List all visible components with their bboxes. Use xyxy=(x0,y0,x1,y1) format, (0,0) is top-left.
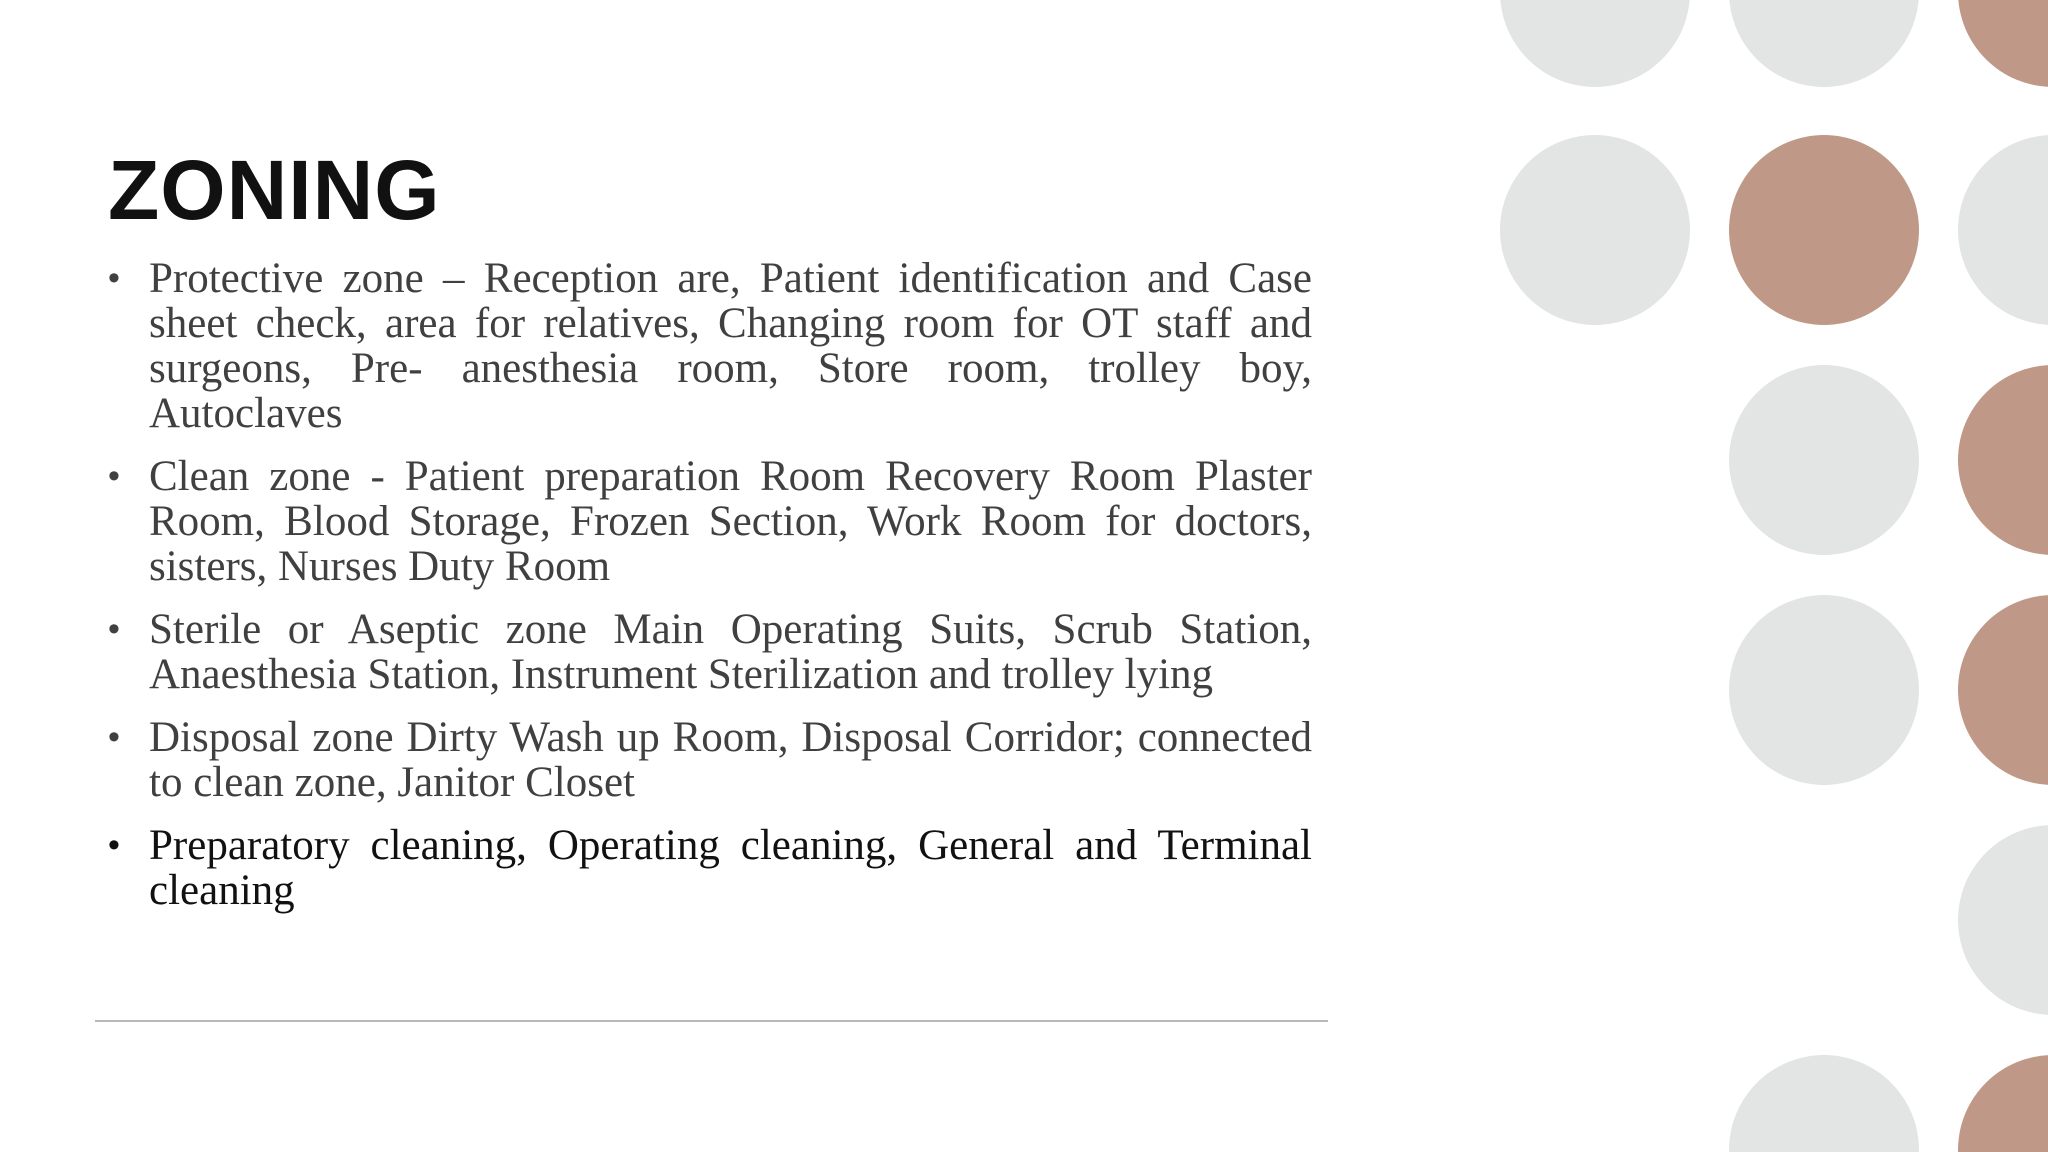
gray-circle-decoration xyxy=(1729,1055,1919,1152)
bullet-text: Clean zone - Patient preparation Room Recovery Room Plaster Room, Blood Storage, Frozen Section, Work Room for doctors, sisters, Nurses Duty Room xyxy=(149,453,1312,590)
bullet-icon: • xyxy=(108,826,120,864)
rose-circle-decoration xyxy=(1729,135,1919,325)
bullet-icon: • xyxy=(108,718,120,756)
rose-circle-decoration xyxy=(1958,0,2048,87)
gray-circle-decoration xyxy=(1729,0,1919,87)
bullet-text: Disposal zone Dirty Wash up Room, Disposal Corridor; connected to clean zone, Janitor Closet xyxy=(149,714,1312,806)
gray-circle-decoration xyxy=(1958,825,2048,1015)
rose-circle-decoration xyxy=(1958,365,2048,555)
gray-circle-decoration xyxy=(1500,135,1690,325)
bullet-text: Preparatory cleaning, Operating cleaning, General and Terminal cleaning xyxy=(149,822,1312,914)
bullet-icon: • xyxy=(108,259,120,297)
rose-circle-decoration xyxy=(1958,1055,2048,1152)
gray-circle-decoration xyxy=(1500,0,1690,87)
gray-circle-decoration xyxy=(1958,135,2048,325)
gray-circle-decoration xyxy=(1729,365,1919,555)
bullet-text: Sterile or Aseptic zone Main Operating Suits, Scrub Station, Anaesthesia Station, Instrument Sterilization and trolley lying xyxy=(149,606,1312,698)
slide-title: ZONING xyxy=(108,143,441,237)
bullet-icon: • xyxy=(108,457,120,495)
rose-circle-decoration xyxy=(1958,595,2048,785)
gray-circle-decoration xyxy=(1729,595,1919,785)
bullet-text: Protective zone – Reception are, Patient identification and Case sheet check, area for relatives, Changing room for OT staff and surgeons, Pre- anesthesia room, Store room, trolley boy, Autoclaves xyxy=(149,255,1312,437)
bullet-icon: • xyxy=(108,610,120,648)
